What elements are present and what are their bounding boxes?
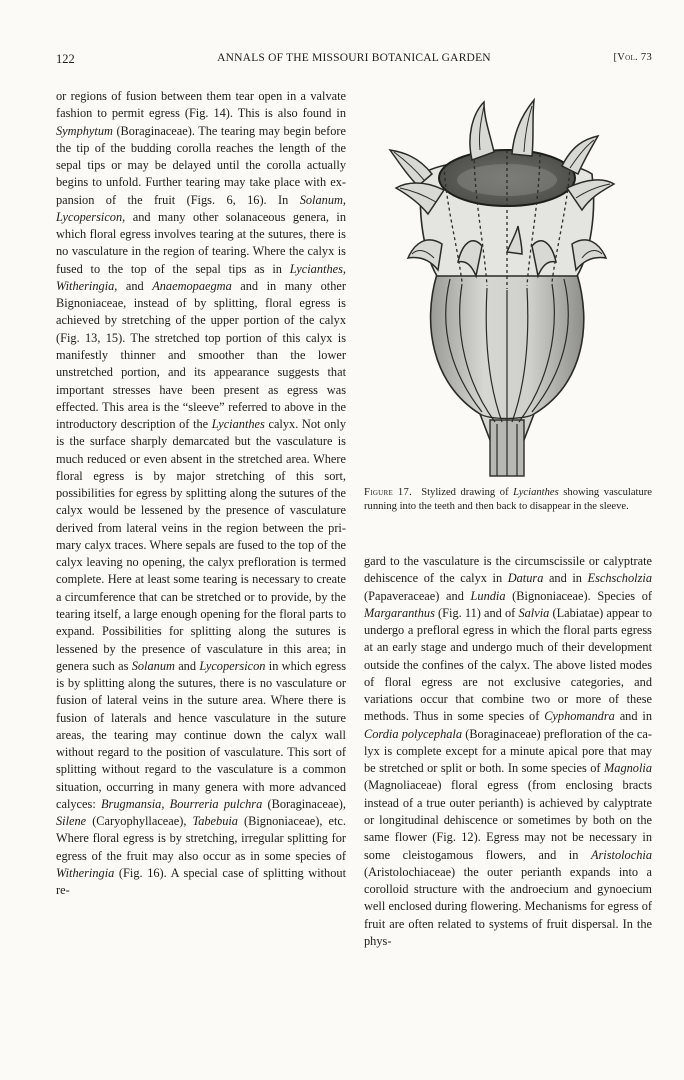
figure-17-drawing — [362, 94, 652, 479]
text-run: and — [174, 658, 200, 673]
text-run: in which egress is by splitting along the sutures, there is no vasculature or fusion of lateral veins in the suture area. Where there is fusion of laterals and hence vasculature in the suture areas, the tearing may continue down the calyx wall without regard to the position of vasculature. This sort of splitting without regard to the vasculature is a common situation, occurring in many genera with more advanced calyces: — [56, 658, 347, 811]
right-column-text — [364, 553, 652, 950]
italic-taxon: Cyphomandra — [544, 709, 615, 724]
italic-taxon: Cordia polycephala — [364, 726, 463, 741]
text-run: (Labiatae) appear to undergo a prefloral egress in which the floral parts egress at an early stage and undergo much of their development outside the confines of the calyx. The above listed modes of floral egress are not exclusive categories, and variations occur that combine two or more of these methods. Thus in some species of — [364, 605, 652, 724]
italic-taxon: Datura — [507, 571, 544, 586]
calyx-body — [431, 274, 584, 476]
italic-taxon: Eschscholzia — [587, 571, 652, 586]
text-run: (Papaveraceae) and — [364, 588, 471, 603]
italic-taxon: Aristolochia — [590, 847, 652, 862]
text-run: or regions of fusion between them tear open in a valvate fashion to permit egress (Fig. 14). This is also found in — [56, 89, 346, 121]
italic-taxon: Symphytum — [56, 123, 113, 138]
italic-taxon: Lycopersicon — [199, 658, 266, 673]
text-run: (Aristolochiaceae) the outer perianth expands into a corolloid structure with the androecium and gynoecium well enclosed during flowering. Mechanisms for egress of fruit are often related to systems of fruit dispersal. In the phys- — [364, 864, 652, 948]
text-run: and many other solanaceous genera, in which floral egress involves tearing at the sutures, there is no vasculature in the region of tearing. Where the calyx is fused to the top of the sepal tips as in — [56, 209, 346, 276]
italic-taxon: Margaranthus — [364, 605, 435, 620]
figure-label: Figure 17. — [364, 487, 413, 498]
italic-taxon: Tabebuia — [192, 814, 238, 829]
running-header — [56, 52, 652, 68]
italic-taxon: Anaemopaegma — [152, 278, 232, 293]
page-number: 122 — [56, 52, 75, 66]
text-run: showing vasculature running into the teeth and then back to disappear in the sleeve. — [364, 487, 653, 512]
text-run: (Fig. 11) and of — [434, 605, 519, 620]
italic-taxon: Silene — [56, 814, 87, 829]
left-column-text — [56, 88, 346, 899]
text-run: and in — [614, 709, 652, 724]
italic-taxon: Lundia — [470, 588, 506, 603]
text-run: (Boraginaceae) prefloration of the calyx is complete except for a minute apical pore that may be stretched or split or both. In some species of — [364, 726, 652, 776]
text-run: and in many other Bignoniaceae, instead of by splitting, floral egress is achieved by stretching of the upper portion of the calyx (Fig. 13, 15). The stretched top portion of this calyx is manifestly thinner and smoother than the lower unstretched portion, and its appearance suggests that important stresses have been present as egress was effected. This area is the “sleeve” referred to above in the introductory description of the — [56, 278, 346, 432]
text-run: and in — [543, 571, 588, 586]
italic-taxon: Solanum — [131, 658, 175, 673]
left-paragraph — [56, 88, 346, 899]
italic-taxon: Salvia — [518, 605, 550, 620]
text-run: calyx. Not only is the surface sharply demarcated but the vasculature is much reduced or even absent in the stretched area. Where floral egress is by major stretching of this sort, possibilities for egress by splitting along the sutures of the calyx would be lessened by the presence of vasculature derived from lateral veins in the region between the primary calyx traces. Where sepals are fused to the top of the calyx leaving no opening, the calyx prefloration is termed complete. Here at least some tearing is necessary to create a circumference that can be stretched or to provide, by the tearing itself, a large enough opening for the floral parts to expand. Possibilities for splitting along the sutures is lessened by the presence of vasculature in this area; in genera such as — [56, 417, 346, 673]
text-run: (Bignoniaceae), etc. Where floral egress is by stretching, irregular splitting for egress of the fruit may also occur as in some species of — [56, 814, 346, 863]
italic-taxon: Brugmansia, Bourreria pulchra — [101, 796, 263, 811]
right-paragraph — [364, 553, 652, 950]
italic-taxon: Witheringia — [56, 865, 115, 880]
italic-taxon: Magnolia — [603, 761, 652, 776]
figure-caption — [364, 486, 652, 513]
italic-taxon: Lycianthes, Witheringia, — [56, 261, 346, 293]
text-run: (Magnoliaceae) floral egress (from enclosing bracts instead of a true outer perianth) is achieved by calyptrate or longitudinal dehiscence or sometimes by both on the same flower (Fig. 12). Egress may not be necessary in some cleistogamous flowers, and in — [364, 778, 652, 862]
text-run: (Caryophyllaceae), — [86, 814, 193, 829]
text-run: (Fig. 16). A special case of splitting without re- — [56, 865, 346, 898]
text-run: (Boraginaceae), — [262, 796, 346, 811]
italic-taxon: Lycianthes — [211, 417, 265, 432]
italic-taxon: Solanum, Lycopersicon, — [56, 192, 346, 224]
text-run: and — [117, 278, 153, 293]
volume-label: [Vol. 73 — [613, 52, 652, 63]
calyx-sleeve — [420, 150, 593, 289]
text-run: (Bignoniaceae). Species of — [505, 588, 652, 603]
text-run: (Boraginaceae). The tearing may begin before the tip of the budding corolla reaches the length of the sepal tips or may be delayed until the corolla actually begins to unfold. Further tearing may take place with expansion of the fruit (Figs. 6, 16). In — [56, 123, 346, 207]
text-run: gard to the vasculature is the circumscissile or calyptrate dehiscence of the calyx in — [364, 554, 652, 586]
text-run: Stylized drawing of — [421, 487, 514, 498]
italic-taxon: Lycianthes — [513, 487, 559, 498]
journal-title: ANNALS OF THE MISSOURI BOTANICAL GARDEN — [217, 52, 491, 64]
